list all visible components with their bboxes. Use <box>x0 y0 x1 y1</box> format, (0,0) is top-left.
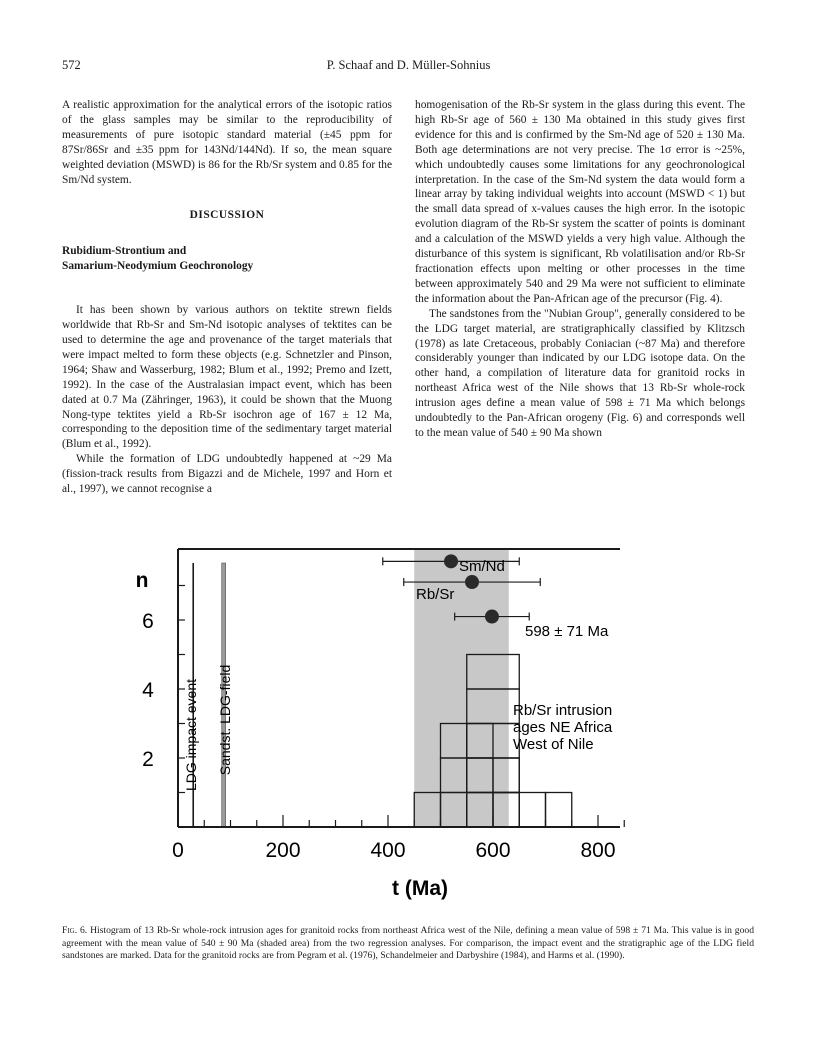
age-data-point <box>444 554 458 568</box>
histogram-chart <box>120 535 640 905</box>
caption-label: Fig. 6. <box>62 925 88 936</box>
caption-text: Histogram of 13 Rb-Sr whole-rock intrusion ages for granitoid rocks from northeast Africa west of the Nile, defining a mean value of 598 ± 71 Ma. This value is in good agreement with the mean value of 540 ± 90 Ma (shaded area) from the two regression analyses. For comparison, the impact event and the stratigraphic age of the LDG field sandstones are marked. Data for the granitoid rocks are from Pegram et al. (1976), Schandelmeier and Darbyshire (1984), and Harms et al. (1990). <box>62 925 754 962</box>
page-header <box>62 58 755 74</box>
subsection-heading <box>62 244 392 274</box>
right-column <box>415 98 745 441</box>
ldg-impact-label: LDG impact event <box>183 678 199 792</box>
x-tick-label: 200 <box>265 839 301 862</box>
page-number: 572 <box>62 58 81 72</box>
intrusion-label-line2: ages NE Africa <box>513 719 613 736</box>
x-tick-label: 800 <box>580 839 616 862</box>
paragraph: A realistic approximation for the analytical errors of the isotopic ratios of the glass samples may be similar to the reproducibility of measurements of pure isotopic standard material (±45 ppm for 87Sr/86Sr and ±35 ppm for 143Nd/144Nd). If so, the mean square weighted deviation (MSWD) is 86 for the Rb/Sr system and 0.85 for the Sm/Nd system. <box>62 99 392 186</box>
x-tick-label: 600 <box>475 839 511 862</box>
y-axis-symbol: n <box>135 569 149 592</box>
subheading-line: Rubidium-Strontium and <box>62 245 187 258</box>
x-tick-label: 0 <box>172 839 184 862</box>
histogram-bar <box>546 793 572 828</box>
y-tick-label: 2 <box>142 748 154 771</box>
paragraph: homogenisation of the Rb-Sr system in the glass during this event. The high Rb-Sr age of 560 ± 130 Ma obtained in this study gives first evidence for this and is confirmed by the Sm-Nd age of 520 ± 130 Ma. Both age determinations are not very precise. The 1σ error is ~25%, which undoubtedly causes some limitations for any geochronological interpretation. In the case of the Sm-Nd system the data would form a linear array by taking individual weights into account (MSWD < 1) but the small data spread of x-values causes the high error. In the isotopic evolution diagram of the Rb-Sr system the scatter of points is dominant and a calculation of the MSWD yields a very high value. Although the disturbance of this system is significant, Rb volatilisation and/or Rb-Sr fractionation effects upon melting or other processes in the time between approximately 540 and 29 Ma were not sufficient to eliminate the information about the Pan-African age of the precursor (Fig. 4). <box>415 99 745 305</box>
subheading-line: Samarium-Neodymium Geochronology <box>62 260 254 273</box>
rbsr-label: Rb/Sr <box>416 586 455 603</box>
intrusion-label-line3: West of Nile <box>513 736 594 753</box>
intrusion-label-line1: Rb/Sr intrusion <box>513 702 613 719</box>
paragraph: It has been shown by various authors on tektite strewn fields worldwide that Rb-Sr and Sm-Nd isotopic analyses of tektites can be used to determine the age and provenance of the target materials that were impact melted to form these objects (e.g. Schnetzler and Pinson, 1964; Shaw and Wasserburg, 1982; Blum et al., 1992; Premo and Izett, 1992). In the case of the Australasian impact event, which has been dated at 0.7 Ma (Zähringer, 1963), it could be shown that the Muong Nong-type tektites yield a Rb-Sr isochron age of 167 ± 12 Ma, corresponding to the deposition time of the sedimentary target material (Blum et al., 1992). <box>62 304 392 451</box>
y-tick-label: 4 <box>142 679 154 702</box>
histogram-bar <box>519 793 545 828</box>
x-axis-title: t (Ma) <box>392 877 448 900</box>
x-tick-label: 400 <box>370 839 406 862</box>
running-head-authors: P. Schaaf and D. Müller-Sohnius <box>326 58 491 72</box>
left-column <box>62 98 392 497</box>
paragraph: The sandstones from the "Nubian Group", generally considered to be the LDG target material, are stratigraphically classified by Klitzsch (1978) as late Cretaceous, probably Coniacian (~87 Ma) and therefore considerably younger than indicated by our LDG isotope data. On the other hand, a compilation of literature data for granitoid rocks in northeast Africa west of the Nile shows that 13 Rb-Sr whole-rock intrusion ages define a mean value of 598 ± 71 Ma which belongs undoubtedly to the Pan-African orogeny (Fig. 6) and corresponds well to the mean value of 540 ± 90 Ma shown <box>415 307 745 439</box>
mean-age-label: 598 ± 71 Ma <box>525 623 609 640</box>
figure-caption <box>62 925 754 963</box>
y-tick-label: 6 <box>142 610 154 633</box>
age-data-point <box>465 575 479 589</box>
sandstone-label: Sandst. LDG-field <box>217 664 233 776</box>
figure-6 <box>120 535 640 905</box>
paragraph: While the formation of LDG undoubtedly happened at ~29 Ma (fission-track results from Bigazzi and de Michele, 1997 and Horn et al., 1997), we cannot recognise a <box>62 453 392 496</box>
smnd-label: Sm/Nd <box>459 558 505 575</box>
section-heading: DISCUSSION <box>189 209 265 222</box>
age-data-point <box>485 610 499 624</box>
